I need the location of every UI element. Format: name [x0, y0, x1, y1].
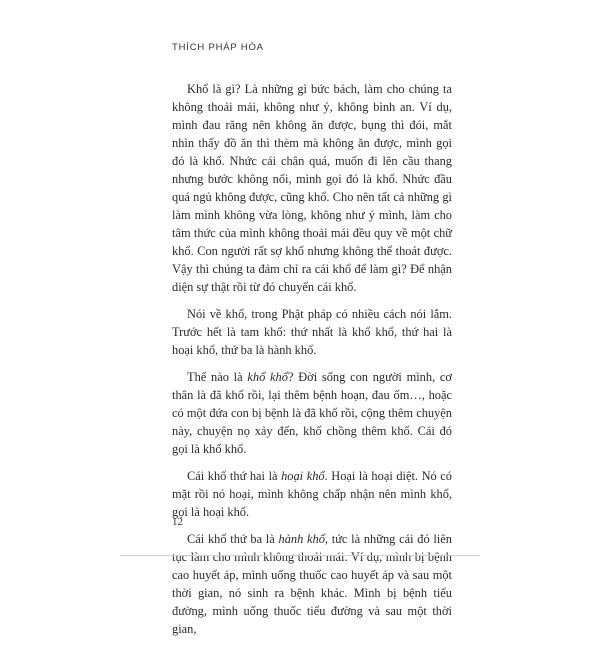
page-number: 12	[172, 516, 183, 528]
italic-term: hành khổ	[278, 532, 325, 546]
text-run: Nói về khổ, trong Phật pháp có nhiều cách nói lắm. Trước hết là tam khổ: thứ nhất là khổ khổ, thứ hai là hoại khổ, thứ ba là hành khổ.	[172, 307, 452, 357]
text-run: . Hoại là hoại diệt. Nó có mặt rồi nó hoại, mình không chấp nhận nên mình khổ, gọi là hoại khổ.	[172, 469, 452, 519]
italic-term: hoại khổ	[281, 469, 325, 483]
text-run: ? Đời sống con người mình, cơ thân là đã khổ rồi, lại thêm bệnh hoạn, đau ốm…, hoặc có một đứa con bị bệnh là đã khổ rồi, cộng thêm chuyện này, chuyện nọ xảy đến, khổ chồng thêm khổ. Cái đó gọi là khổ khổ.	[172, 370, 452, 456]
paragraph	[172, 368, 452, 458]
body-text	[172, 80, 452, 647]
running-header: THÍCH PHÁP HÒA	[172, 42, 264, 53]
paragraph	[172, 305, 452, 359]
footer-divider	[120, 555, 480, 556]
text-run: Cái khổ thứ hai là	[187, 469, 282, 483]
text-run: Cái khổ thứ ba là	[187, 532, 279, 546]
text-run: , tức là những cái đó liên tục làm cho mình không thoải mái. Ví dụ, mình bị bệnh cao huyết áp, mình uống thuốc cao huyết áp và sau một thời gian, nó sinh ra bệnh khác. Mình bị bệnh tiểu đường, mình uống thuốc tiểu đường và sau một thời gian,	[172, 532, 452, 636]
paragraph	[172, 530, 452, 638]
text-run: Khổ là gì? Là những gì bức bách, làm cho chúng ta không thoải mái, không như ý, không bình an. Ví dụ, mình đau răng nên không ăn được, bụng thì đói, mắt nhìn thấy đồ ăn thì thèm mà không ăn được, mình gọi đó là khổ. Nhức cái chân quá, muốn đi lên cầu thang nhưng bước không nổi, mình gọi đó là khổ. Nhức đầu quá ngủ không được, cũng khổ. Cho nên tất cả những gì làm mình không vừa lòng, không như ý mình, làm cho tâm thức của mình không thoải mái đều quy về một chữ khổ. Con người rất sợ khổ nhưng không thể thoát được. Vậy thì chúng ta đảm chỉ ra cái khổ để làm gì? Để nhận diện sự thật rồi từ đó chuyển cái khổ.	[172, 82, 452, 294]
paragraph	[172, 467, 452, 521]
italic-term: khổ khổ	[247, 370, 288, 384]
paragraph	[172, 80, 452, 296]
text-run: Thế nào là	[187, 370, 248, 384]
